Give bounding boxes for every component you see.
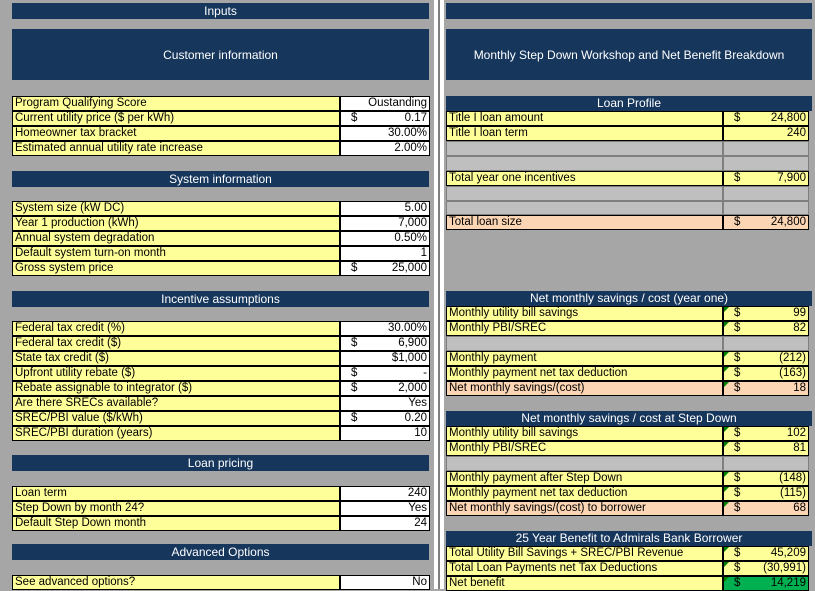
input-cell[interactable]	[340, 96, 430, 111]
input-cell[interactable]	[340, 216, 430, 231]
row-label: Upfront utility rebate ($)	[12, 366, 340, 381]
row-label: Current utility price ($ per kWh)	[12, 111, 340, 126]
value-cell	[723, 426, 809, 441]
comment-indicator-icon	[724, 442, 729, 447]
net-row	[446, 441, 809, 456]
incentive-row	[12, 381, 430, 396]
row-label: Total year one incentives	[446, 171, 723, 186]
row-label: System size (kW DC)	[12, 201, 340, 216]
benefit-row	[446, 561, 809, 576]
benefit-row	[446, 546, 809, 561]
row-label: State tax credit ($)	[12, 351, 340, 366]
row-label: Step Down by month 24?	[12, 501, 340, 516]
row-label: Federal tax credit ($)	[12, 336, 340, 351]
cell-value: 102	[786, 427, 806, 439]
row-label: Year 1 production (kWh)	[12, 216, 340, 231]
currency-symbol: $	[734, 427, 741, 439]
loan-pricing-header: Loan pricing	[12, 455, 429, 471]
incentive-row	[12, 411, 430, 426]
input-cell[interactable]	[340, 366, 430, 381]
currency-symbol: $	[734, 382, 741, 394]
cell-value: 99	[793, 307, 806, 319]
row-label: Total Utility Bill Savings + SREC/PBI Revenue	[446, 546, 723, 561]
cell-value: (30,991)	[763, 562, 806, 574]
spacer-cell	[446, 186, 723, 201]
value-cell	[723, 381, 809, 396]
currency-symbol: $	[734, 547, 741, 559]
incentive-row	[12, 366, 430, 381]
value-cell	[723, 126, 809, 141]
cell-value: Yes	[408, 502, 427, 514]
spacer-cell	[446, 141, 723, 156]
incentive-row	[12, 336, 430, 351]
input-cell[interactable]	[340, 381, 430, 396]
cell-value: 10	[414, 427, 427, 439]
row-label: Net benefit	[446, 576, 723, 591]
row-label: Are there SRECs available?	[12, 396, 340, 411]
incentive-row	[12, 351, 430, 366]
row-label: Net monthly savings/(cost) to borrower	[446, 501, 723, 516]
row-label: Total loan size	[446, 215, 723, 230]
loan-row	[12, 516, 430, 531]
incentive-row	[12, 396, 430, 411]
input-cell[interactable]	[340, 486, 430, 501]
value-cell	[723, 486, 809, 501]
input-cell[interactable]	[340, 231, 430, 246]
cell-value: 24,800	[770, 112, 806, 124]
row-label: Monthly payment after Step Down	[446, 471, 723, 486]
system-row	[12, 246, 430, 261]
cell-value: -	[423, 367, 427, 379]
input-cell[interactable]	[340, 575, 430, 590]
comment-indicator-icon	[724, 577, 729, 582]
row-label: SREC/PBI value ($/kWh)	[12, 411, 340, 426]
currency-symbol: $	[351, 382, 358, 394]
cell-value: 0.50%	[394, 232, 427, 244]
input-cell[interactable]	[340, 351, 430, 366]
currency-symbol: $	[734, 216, 741, 228]
currency-symbol: $	[734, 307, 741, 319]
loan-profile-row	[446, 126, 809, 141]
system-information-header: System information	[12, 171, 429, 187]
cell-value: 5.00	[404, 202, 427, 214]
currency-symbol: $	[351, 262, 358, 274]
comment-indicator-icon	[724, 562, 729, 567]
loan-profile-row	[446, 111, 809, 126]
net-row	[446, 321, 809, 336]
spacer-cell	[446, 201, 723, 215]
loan-row	[12, 486, 430, 501]
workshop-header: Monthly Step Down Workshop and Net Benefit Breakdown	[446, 29, 812, 80]
net-row	[446, 381, 809, 396]
row-label: Monthly utility bill savings	[446, 306, 723, 321]
currency-symbol: $	[734, 442, 741, 454]
row-label: Title I loan term	[446, 126, 723, 141]
row-label: Title I loan amount	[446, 111, 723, 126]
input-cell[interactable]	[340, 201, 430, 216]
row-label: Total Loan Payments net Tax Deductions	[446, 561, 723, 576]
net-year-one-header: Net monthly savings / cost (year one)	[446, 291, 812, 306]
cell-value: 7,900	[777, 172, 806, 184]
row-label: Net monthly savings/(cost)	[446, 381, 723, 396]
cell-value: Yes	[408, 397, 427, 409]
value-cell	[723, 501, 809, 516]
value-cell	[723, 321, 809, 336]
customer-row	[12, 111, 430, 126]
advanced-row	[12, 575, 430, 590]
spacer-cell	[446, 336, 723, 351]
comment-indicator-icon	[724, 352, 729, 357]
cell-value: (148)	[779, 472, 806, 484]
value-cell	[723, 111, 809, 126]
cell-value: (115)	[780, 487, 806, 499]
column-divider-line	[438, 0, 440, 589]
row-label: SREC/PBI duration (years)	[12, 426, 340, 441]
value-cell	[723, 441, 809, 456]
currency-symbol: $	[734, 577, 741, 589]
currency-symbol: $	[734, 367, 741, 379]
comment-indicator-icon	[724, 472, 729, 477]
net-step-down-header: Net monthly savings / cost at Step Down	[446, 411, 812, 426]
cell-value: 7,000	[398, 217, 427, 229]
cell-value: 81	[793, 442, 806, 454]
inputs-header: Inputs	[12, 3, 429, 19]
cell-value: 6,900	[398, 337, 427, 349]
cell-value: 240	[407, 487, 427, 499]
row-label: Monthly PBI/SREC	[446, 321, 723, 336]
spacer-cell	[723, 336, 809, 351]
row-label: Homeowner tax bracket	[12, 126, 340, 141]
currency-symbol: $	[734, 352, 741, 364]
comment-indicator-icon	[724, 367, 729, 372]
input-cell[interactable]	[340, 111, 430, 126]
input-cell[interactable]	[340, 411, 430, 426]
net-row	[446, 501, 809, 516]
row-label: Federal tax credit (%)	[12, 321, 340, 336]
currency-symbol: $	[734, 472, 741, 484]
net-row	[446, 426, 809, 441]
currency-symbol: $	[351, 367, 358, 379]
cell-value: 2.00%	[394, 142, 427, 154]
spacer-cell	[723, 156, 809, 171]
value-cell	[723, 351, 809, 366]
currency-symbol: $	[351, 412, 358, 424]
benefit-header: 25 Year Benefit to Admirals Bank Borrower	[446, 531, 812, 546]
summary-row	[446, 171, 809, 186]
incentive-row	[12, 426, 430, 441]
currency-symbol: $	[734, 487, 741, 499]
currency-symbol: $	[351, 337, 358, 349]
cell-value: 68	[793, 502, 806, 514]
spacer-cell	[446, 456, 723, 471]
customer-information-header: Customer information	[12, 29, 429, 80]
row-label: Rebate assignable to integrator ($)	[12, 381, 340, 396]
spacer-cell	[723, 201, 809, 215]
comment-indicator-icon	[724, 427, 729, 432]
cell-value: (212)	[779, 352, 806, 364]
net-row	[446, 351, 809, 366]
input-cell[interactable]	[340, 261, 430, 276]
cell-value: 1	[420, 247, 427, 259]
comment-indicator-icon	[724, 547, 729, 552]
loan-row	[12, 501, 430, 516]
system-row	[12, 216, 430, 231]
comment-indicator-icon	[724, 322, 729, 327]
summary-row	[446, 215, 809, 230]
comment-indicator-icon	[724, 382, 729, 387]
cell-value: (163)	[779, 367, 806, 379]
row-label: Monthly payment net tax deduction	[446, 366, 723, 381]
incentive-assumptions-header: Incentive assumptions	[12, 291, 429, 307]
row-label: Monthly PBI/SREC	[446, 441, 723, 456]
right-top-header	[446, 3, 812, 19]
net-row	[446, 366, 809, 381]
input-cell[interactable]	[340, 426, 430, 441]
cell-value: 2,000	[398, 382, 427, 394]
value-cell	[723, 546, 809, 561]
row-label: See advanced options?	[12, 575, 340, 590]
cell-value: 30.00%	[387, 322, 427, 334]
value-cell	[723, 215, 809, 230]
cell-value: 45,209	[770, 547, 806, 559]
advanced-options-header: Advanced Options	[12, 544, 429, 560]
currency-symbol: $	[351, 112, 358, 124]
spacer-cell	[723, 141, 809, 156]
system-row	[12, 231, 430, 246]
currency-symbol: $	[734, 112, 741, 124]
cell-value: 30.00%	[387, 127, 427, 139]
value-cell	[723, 366, 809, 381]
row-label: Monthly utility bill savings	[446, 426, 723, 441]
row-label: Monthly payment	[446, 351, 723, 366]
row-label: Estimated annual utility rate increase	[12, 141, 340, 156]
currency-symbol: $	[734, 172, 741, 184]
input-cell[interactable]	[340, 141, 430, 156]
input-cell[interactable]	[340, 321, 430, 336]
cell-value: 82	[793, 322, 806, 334]
cell-value: No	[412, 576, 427, 588]
input-cell[interactable]	[340, 501, 430, 516]
customer-row	[12, 96, 430, 111]
value-cell	[723, 306, 809, 321]
value-cell	[723, 561, 809, 576]
input-cell[interactable]	[340, 516, 430, 531]
net-row	[446, 471, 809, 486]
row-label: Default system turn-on month	[12, 246, 340, 261]
incentive-row	[12, 321, 430, 336]
loan-profile-header: Loan Profile	[446, 96, 812, 111]
row-label: Annual system degradation	[12, 231, 340, 246]
customer-row	[12, 126, 430, 141]
value-cell	[723, 471, 809, 486]
cell-value: 0.20	[404, 412, 427, 424]
cell-value: 25,000	[391, 262, 427, 274]
spacer-cell	[723, 456, 809, 471]
input-cell[interactable]	[340, 126, 430, 141]
comment-indicator-icon	[724, 502, 729, 507]
input-cell[interactable]	[340, 336, 430, 351]
row-label: Gross system price	[12, 261, 340, 276]
row-label: Loan term	[12, 486, 340, 501]
cell-value: Oustanding	[368, 97, 427, 109]
cell-value: 18	[793, 382, 806, 394]
system-row	[12, 201, 430, 216]
spacer-cell	[446, 156, 723, 171]
cell-value: 14,219	[770, 577, 806, 589]
system-row	[12, 261, 430, 276]
cell-value: 24	[414, 517, 427, 529]
comment-indicator-icon	[724, 307, 729, 312]
comment-indicator-icon	[724, 487, 729, 492]
net-row	[446, 306, 809, 321]
net-row	[446, 486, 809, 501]
currency-symbol: $	[734, 562, 741, 574]
currency-symbol: $	[734, 322, 741, 334]
currency-symbol: $	[734, 502, 741, 514]
row-label: Monthly payment net tax deduction	[446, 486, 723, 501]
customer-row	[12, 141, 430, 156]
input-cell[interactable]	[340, 396, 430, 411]
value-cell	[723, 171, 809, 186]
row-label: Program Qualifying Score	[12, 96, 340, 111]
cell-value: $1,000	[391, 352, 427, 364]
cell-value: 0.17	[404, 112, 427, 124]
cell-value: 240	[786, 127, 806, 139]
row-label: Default Step Down month	[12, 516, 340, 531]
spacer-cell	[723, 186, 809, 201]
input-cell[interactable]	[340, 246, 430, 261]
cell-value: 24,800	[770, 216, 806, 228]
